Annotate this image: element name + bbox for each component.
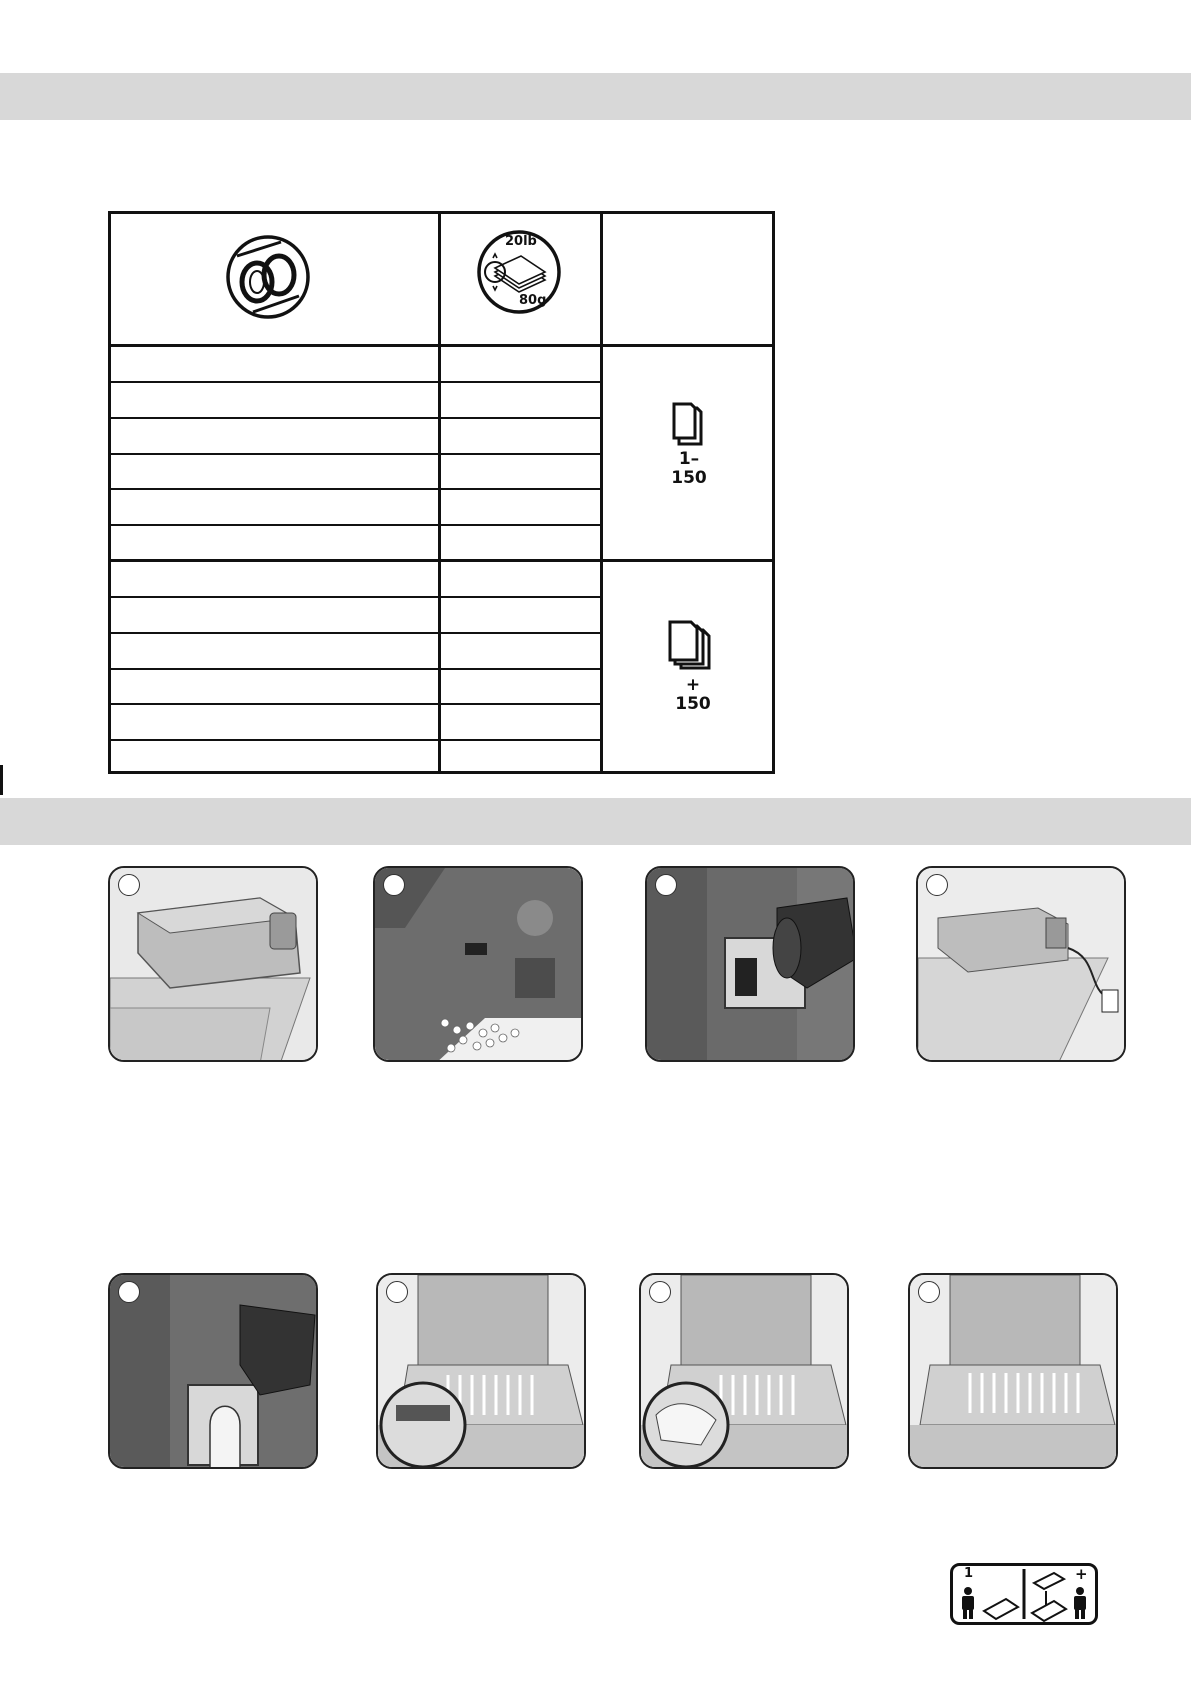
- step-number-marker: [118, 874, 140, 896]
- table-row-line: [111, 739, 600, 741]
- table-column-divider: [600, 214, 603, 771]
- table-column-divider: [438, 214, 441, 771]
- step-number-marker: [386, 1281, 408, 1303]
- one-person-vs-more-persons-icon: [950, 1563, 1098, 1625]
- table-row-line: [111, 453, 600, 455]
- step-number-marker: [118, 1281, 140, 1303]
- group-1-range-end: 150: [671, 468, 707, 488]
- pictogram-left-label: 1: [964, 1566, 974, 1581]
- machine-outlet-chips-illustration: [375, 868, 583, 1062]
- step-1-panel: [108, 866, 318, 1062]
- machine-plugged-in-illustration: [918, 868, 1126, 1062]
- binding-machine-on-desk-illustration: [110, 868, 318, 1062]
- table-header-divider: [111, 344, 772, 347]
- step-number-marker: [649, 1281, 671, 1303]
- step-number-marker: [926, 874, 948, 896]
- step-8-panel: [908, 1273, 1118, 1469]
- step-3-panel: [645, 866, 855, 1062]
- table-row-line: [111, 417, 600, 419]
- step-6-panel: [376, 1273, 586, 1469]
- pictogram-right-label: +: [1075, 1565, 1088, 1583]
- table-row-line: [111, 632, 600, 634]
- table-row-line: [111, 488, 600, 490]
- table-row-line: [111, 596, 600, 598]
- table-group-divider: [111, 559, 772, 562]
- margin-mark: [0, 765, 3, 795]
- table-row-line: [111, 668, 600, 670]
- group-2-range-start: +: [685, 675, 701, 695]
- step-2-panel: [373, 866, 583, 1062]
- step-7-panel: [639, 1273, 849, 1469]
- group-1-range-start: 1–: [678, 449, 700, 469]
- open-machine-lever-illustration: [378, 1275, 586, 1469]
- paper-weight-lb-label: 20lb: [505, 234, 537, 249]
- table-row-line: [111, 381, 600, 383]
- group-1-count: [651, 450, 727, 488]
- open-machine-hand-illustration: [641, 1275, 849, 1469]
- paper-weight-g-label: 80g: [519, 293, 547, 308]
- binding-rings-icon: [223, 232, 313, 322]
- binding-capacity-table: [108, 211, 775, 774]
- group-2-range-end: 150: [675, 694, 711, 714]
- step-number-marker: [918, 1281, 940, 1303]
- table-row-line: [111, 524, 600, 526]
- open-machine-comb-illustration: [910, 1275, 1118, 1469]
- section-heading-bar-top: [0, 73, 1191, 120]
- step-5-panel: [108, 1273, 318, 1469]
- group-2-count: [655, 676, 731, 714]
- paper-stack-weight-icon: [475, 228, 563, 316]
- power-switch-press-illustration: [110, 1275, 318, 1469]
- step-4-panel: [916, 866, 1126, 1062]
- step-number-marker: [655, 874, 677, 896]
- table-row-line: [111, 703, 600, 705]
- multiple-documents-icon: [667, 620, 715, 672]
- step-number-marker: [383, 874, 405, 896]
- power-cord-plug-illustration: [647, 868, 855, 1062]
- section-heading-bar-middle: [0, 798, 1191, 845]
- single-document-icon: [671, 402, 707, 448]
